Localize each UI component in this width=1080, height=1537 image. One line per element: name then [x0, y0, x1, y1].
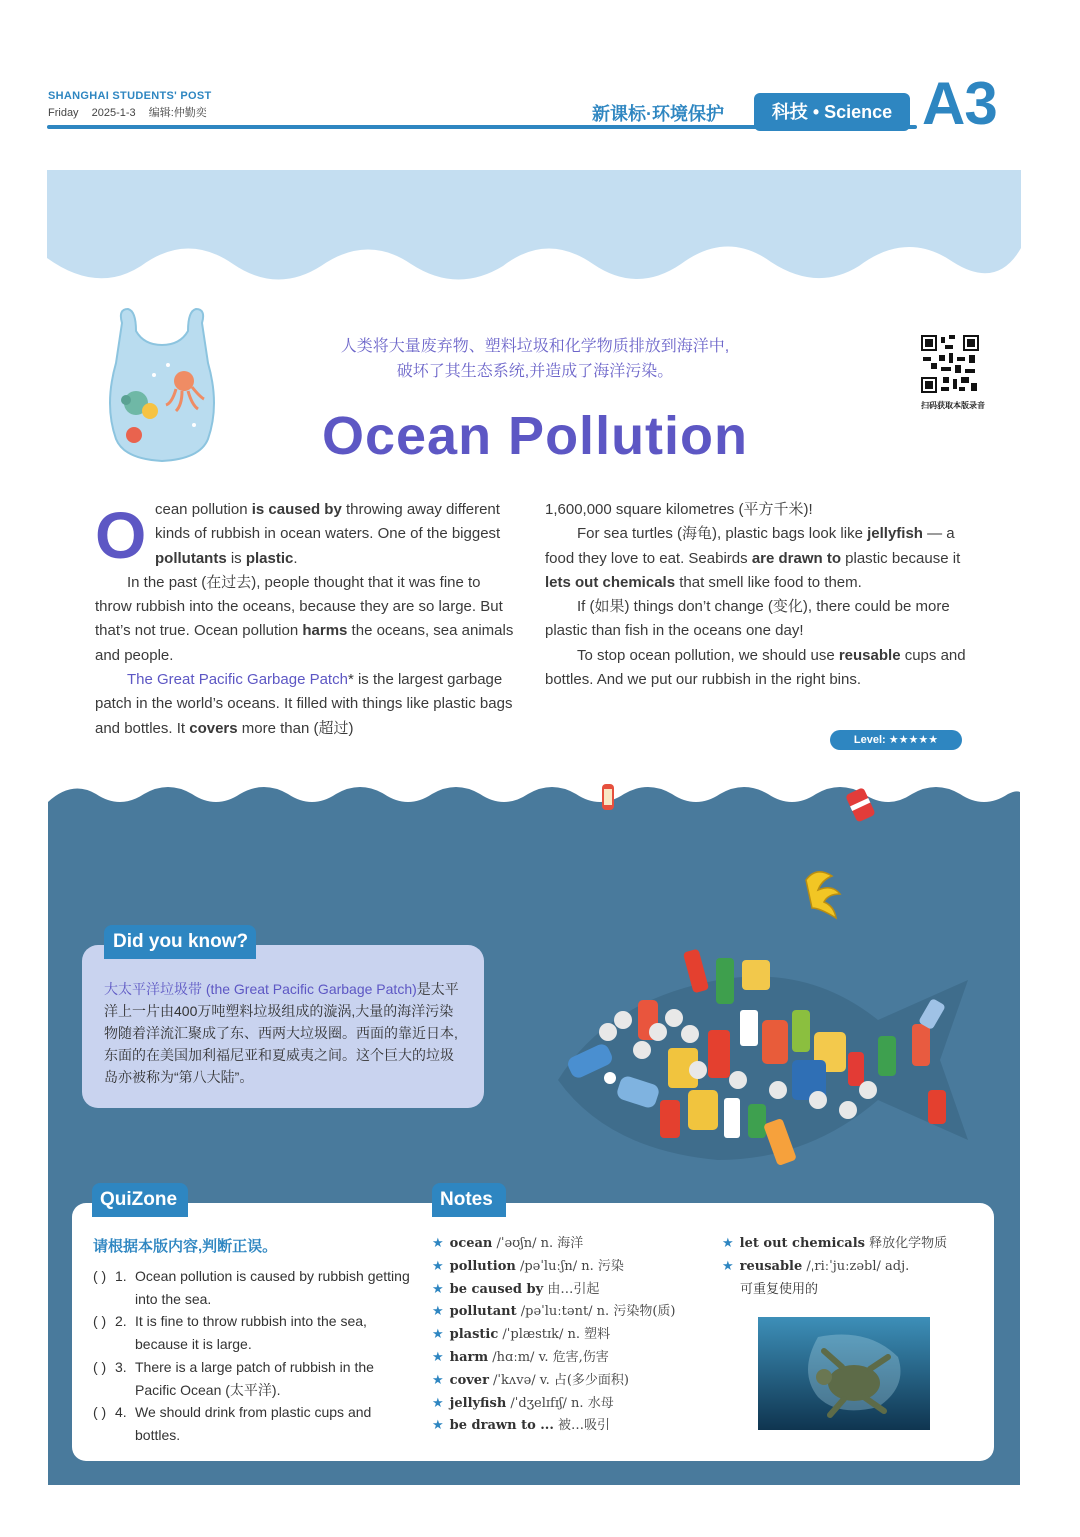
star-icon: ★ [432, 1281, 444, 1297]
masthead [48, 90, 217, 120]
article-column-right [545, 498, 970, 692]
notes-column-1 [432, 1233, 712, 1438]
quiz-item[interactable] [93, 1356, 413, 1401]
notes-column-2 [722, 1233, 972, 1301]
article-column-left [95, 498, 520, 741]
paper-name: SHANGHAI STUDENTS' POST [48, 90, 212, 102]
issue-date: 2025-1-3 [91, 107, 136, 119]
weekday: Friday [48, 107, 79, 119]
star-icon: ★ [432, 1258, 444, 1274]
quiz-text: Ocean pollution is caused by rubbish getting into the sea. [135, 1268, 410, 1307]
garbage-fish-illustration [548, 940, 972, 1174]
note-entry: ★ jellyfish /ˈdʒelɪfɪʃ/ n. 水母 [432, 1395, 614, 1411]
star-icon: ★ [722, 1258, 734, 1274]
quizone-tab: QuiZone [92, 1183, 188, 1217]
quiz-text: There is a large patch of rubbish in the Pacific Ocean (太平洋). [135, 1358, 374, 1398]
star-icon: ★ [432, 1395, 444, 1411]
plastic-bag-illustration [104, 305, 220, 465]
dyk-body: 是太平洋上一片由400万吨塑料垃圾组成的漩涡,大量的海洋污染物随着洋流汇聚成了东、西两大垃圾圈。西面的靠近日本,东面的在美国加利福尼亚和夏威夷之间。这个巨大的垃圾岛亦被称为“第八大陆”。 [104, 981, 459, 1085]
paragraph: To stop ocean pollution, we should use reusable cups and bottles. And we put our rubbish in the right bins. [545, 646, 966, 689]
drop-cap: O [95, 498, 147, 572]
star-icon: ★ [432, 1349, 444, 1365]
section-tag: 科技 • Science [754, 93, 910, 131]
qr-code[interactable] [921, 335, 979, 393]
star-icon: ★ [432, 1236, 444, 1251]
quiz-number: 4. [115, 1404, 127, 1421]
note-entry: ★ plastic /ˈplæstɪk/ n. 塑料 [432, 1327, 611, 1343]
did-you-know-tab: Did you know? [104, 925, 256, 959]
note-entry: ★ ocean /ˈəʊʃn/ n. 海洋 [432, 1236, 584, 1251]
quiz-text: It is fine to throw rubbish into the sea, because it is large. [135, 1313, 367, 1353]
paragraph: For sea turtles (海龟), plastic bags look like jellyfish — a food they love to eat. Seabirds are drawn to plastic because it lets out chemicals that smell like food to them. [545, 525, 961, 591]
note-entry: ★ let out chemicals 释放化学物质 [722, 1236, 948, 1251]
subtitle-line: 破坏了其生态系统,并造成了海洋污染。 [396, 363, 674, 380]
answer-blank[interactable]: ( ) [93, 1404, 107, 1421]
quiz-list [93, 1265, 413, 1447]
paragraph: The Great Pacific Garbage Patch* is the largest garbage patch in the world’s oceans. It filled with things like plastic bags and bottles. It covers more than (超过) [95, 671, 513, 737]
issue-meta [48, 104, 217, 120]
quiz-item[interactable] [93, 1265, 413, 1310]
note-entry: ★ cover /ˈkʌvə/ v. 占(多少面积) [432, 1372, 629, 1388]
page-number: A3 [922, 70, 997, 137]
notes-tab: Notes [432, 1183, 506, 1217]
paragraph: In the past (在过去), people thought that it was fine to throw rubbish into the oceans, because they are so large. But that’s not true. Ocean pollution harms the oceans, sea animals and people. [95, 573, 514, 664]
note-entry: ★ harm /hɑːm/ v. 危害,伤害 [432, 1349, 609, 1365]
subtitle [300, 334, 770, 384]
star-icon: ★ [432, 1418, 444, 1434]
note-entry: ★ be caused by 由…引起 [432, 1281, 600, 1297]
quiz-instruction: 请根据本版内容,判断正误。 [93, 1238, 278, 1255]
note-entry-continuation: 可重复使用的 [740, 1281, 819, 1297]
garbage-patch-term: The Great Pacific Garbage Patch [127, 671, 348, 689]
note-entry: ★ be drawn to ... 被…吸引 [432, 1418, 610, 1434]
did-you-know-box [82, 945, 484, 1108]
paragraph: 1,600,000 square kilometres (平方千米)! [545, 501, 813, 518]
apple-core-debris [602, 784, 614, 810]
paragraph: cean pollution is caused by throwing away different kinds of rubbish in ocean waters. One of the biggest pollutants is plastic. [155, 501, 501, 567]
note-entry: ★ pollutant /pəˈluːtənt/ n. 污染物(质) [432, 1304, 676, 1320]
quiz-number: 1. [115, 1268, 127, 1284]
answer-blank[interactable]: ( ) [93, 1313, 107, 1330]
star-icon: ★ [432, 1304, 444, 1320]
editor: 编辑:仲勤奕 [148, 107, 207, 119]
paragraph: If (如果) things don’t change (变化), there could be more plastic than fish in the oceans one day! [545, 598, 950, 640]
quiz-text: We should drink from plastic cups and bottles. [135, 1404, 372, 1443]
qr-caption: 扫码获取本版录音 [921, 401, 985, 410]
quiz-item[interactable] [93, 1310, 413, 1355]
level-badge: Level: ★★★★★ [830, 730, 962, 750]
page-title: Ocean Pollution [321, 406, 749, 466]
turtle-photo [758, 1317, 930, 1430]
sky-wave-banner [47, 170, 1021, 290]
quiz-number: 3. [115, 1358, 127, 1375]
note-entry: ★ pollution /pəˈluːʃn/ n. 污染 [432, 1258, 624, 1274]
star-icon: ★ [722, 1236, 734, 1251]
star-icon: ★ [432, 1327, 444, 1343]
quiz-item[interactable] [93, 1401, 413, 1446]
subtitle-line: 人类将大量废弃物、塑料垃圾和化学物质排放到海洋中, [340, 338, 730, 355]
quiz-number: 2. [115, 1313, 127, 1330]
answer-blank[interactable]: ( ) [93, 1358, 107, 1375]
star-icon: ★ [432, 1372, 444, 1388]
dyk-lead: 大太平洋垃圾带 (the Great Pacific Garbage Patch) [104, 981, 417, 997]
note-entry: ★ reusable /ˌriːˈjuːzəbl/ adj. [722, 1258, 910, 1274]
answer-blank[interactable]: ( ) [93, 1268, 107, 1284]
section-cn: 新课标·环境保护 [592, 104, 724, 124]
